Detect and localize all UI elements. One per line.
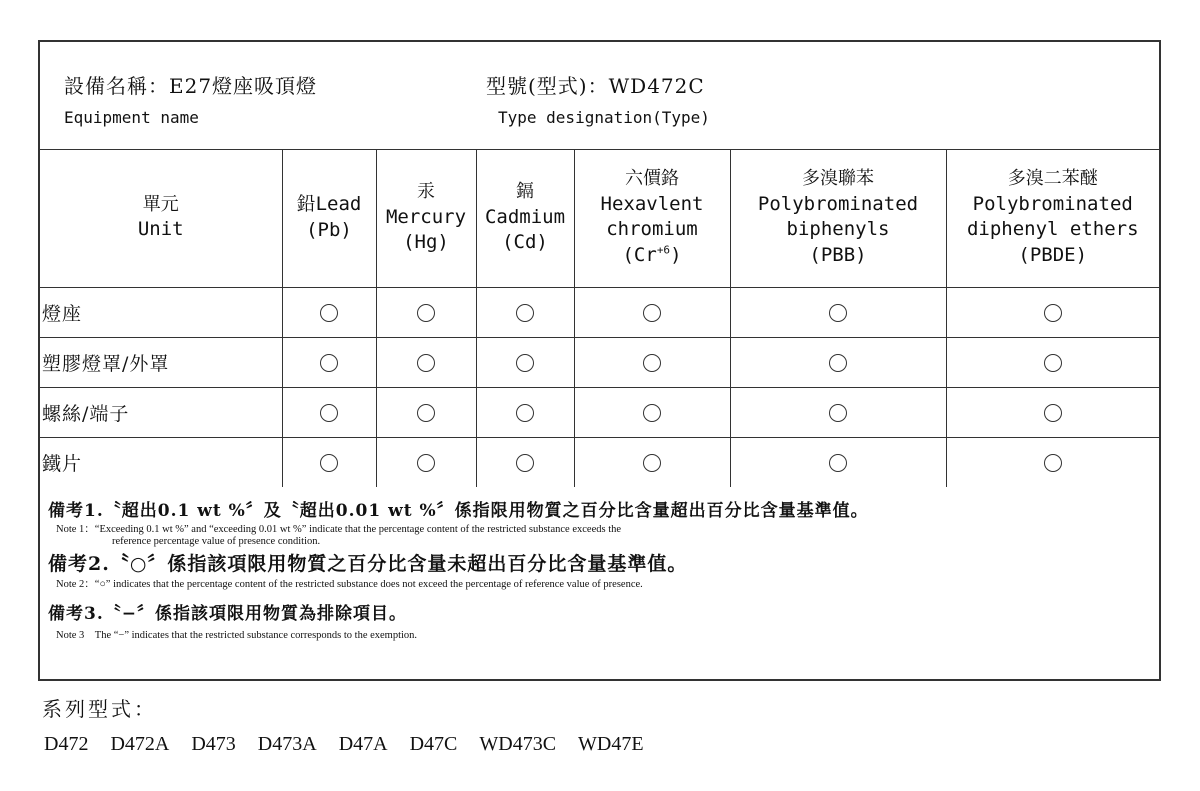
substance-cell	[376, 288, 476, 338]
compliant-circle-mark	[1044, 404, 1062, 422]
substance-cell	[574, 438, 730, 488]
unit-header	[40, 149, 282, 288]
type-designation-zh: 型號(型式)：WD472C	[486, 74, 705, 98]
mercury-header-zh: 汞	[417, 181, 435, 203]
series-model: D472	[44, 733, 89, 755]
series-models-list	[44, 733, 666, 756]
equipment-name-en: Equipment name	[64, 108, 199, 127]
pbb-header-symbol: (PBB)	[809, 243, 867, 266]
note1-en-line2: reference percentage value of presence condition.	[112, 536, 321, 547]
note3-en: Note 3 The “−” indicates that the restricted substance corresponds to the exemption.	[56, 630, 418, 641]
table-row	[40, 388, 1159, 438]
pbb-header	[730, 149, 946, 288]
compliant-circle-mark	[643, 304, 661, 322]
substance-cell	[574, 388, 730, 438]
substance-cell	[476, 338, 574, 388]
pbde-header-en1: Polybrominated	[972, 192, 1133, 215]
chromium-header-en1: Hexavlent	[600, 192, 704, 215]
compliant-circle-mark	[417, 304, 435, 322]
chromium-header-zh: 六價鉻	[625, 168, 679, 190]
lead-header-name: 鉛Lead	[296, 193, 362, 216]
substance-cell	[574, 288, 730, 338]
compliant-circle-mark	[320, 404, 338, 422]
table-row	[40, 288, 1159, 338]
series-model: D473	[191, 733, 236, 755]
hexavalent-chromium-header	[574, 149, 730, 288]
table-body	[40, 288, 1159, 488]
note1-en-line1: Note 1：“Exceeding 0.1 wt %” and “exceeding 0.01 wt %” indicate that the percentage content of the restricted substance exceeds the	[56, 524, 622, 535]
compliant-circle-mark	[829, 404, 847, 422]
note1-zh: 備考1.〝超出0.1 wt %〞及〝超出0.01 wt %〞係指限用物質之百分比含量超出百分比含量基準值。	[48, 501, 869, 521]
substance-cell	[730, 338, 946, 388]
series-model: D473A	[257, 733, 317, 755]
substance-cell	[282, 388, 376, 438]
substance-cell	[376, 438, 476, 488]
pbb-header-en1: Polybrominated	[757, 192, 919, 215]
pbde-header-zh: 多溴二苯醚	[1007, 168, 1098, 190]
chromium-header-en2: chromium	[606, 218, 698, 241]
substance-cell	[946, 388, 1159, 438]
note2-zh: 備考2.〝○〞係指該項限用物質之百分比含量未超出百分比含量基準值。	[48, 553, 688, 575]
compliant-circle-mark	[829, 354, 847, 372]
substance-cell	[946, 288, 1159, 338]
compliant-circle-mark	[516, 404, 534, 422]
compliant-circle-mark	[516, 304, 534, 322]
compliant-circle-mark	[320, 454, 338, 472]
restricted-substances-table	[40, 149, 1159, 487]
unit-header-en: Unit	[137, 218, 184, 241]
compliant-circle-mark	[643, 354, 661, 372]
equipment-name-zh: 設備名稱：E27燈座吸頂燈	[64, 74, 318, 98]
substance-cell	[282, 438, 376, 488]
substance-cell	[476, 388, 574, 438]
compliant-circle-mark	[417, 454, 435, 472]
substance-cell	[946, 438, 1159, 488]
table-row	[40, 338, 1159, 388]
notes-section	[48, 496, 1148, 642]
unit-header-zh: 單元	[142, 194, 179, 216]
compliant-circle-mark	[417, 354, 435, 372]
substance-cell	[282, 338, 376, 388]
substance-cell	[574, 338, 730, 388]
lead-header	[282, 149, 376, 288]
cadmium-header-en: Cadmium	[484, 205, 566, 228]
rohs-declaration-card	[38, 40, 1161, 681]
substance-cell	[730, 288, 946, 338]
compliant-circle-mark	[320, 354, 338, 372]
pbb-header-en2: biphenyls	[786, 218, 890, 241]
mercury-header-en: Mercury	[385, 205, 467, 228]
lead-header-symbol: (Pb)	[306, 219, 352, 241]
table-row	[40, 438, 1159, 488]
compliant-circle-mark	[829, 454, 847, 472]
mercury-header	[376, 149, 476, 288]
series-model: D472A	[110, 733, 170, 755]
substance-cell	[282, 288, 376, 338]
mercury-header-symbol: (Hg)	[403, 231, 449, 254]
series-model: D47A	[338, 733, 388, 755]
substance-cell	[946, 338, 1159, 388]
compliant-circle-mark	[516, 454, 534, 472]
equipment-header	[40, 42, 1159, 150]
series-model: WD473C	[479, 733, 557, 755]
cadmium-header-symbol: (Cd)	[502, 231, 548, 254]
compliant-circle-mark	[829, 304, 847, 322]
series-model: D47C	[409, 733, 458, 755]
substance-cell	[376, 338, 476, 388]
compliant-circle-mark	[516, 354, 534, 372]
type-designation-en: Type designation(Type)	[498, 108, 710, 127]
compliant-circle-mark	[1044, 454, 1062, 472]
substance-cell	[376, 388, 476, 438]
compliant-circle-mark	[643, 404, 661, 422]
compliant-circle-mark	[1044, 354, 1062, 372]
pbb-header-zh: 多溴聯苯	[802, 168, 874, 190]
compliant-circle-mark	[1044, 304, 1062, 322]
part-name: 螺絲/端子	[40, 388, 282, 438]
compliant-circle-mark	[320, 304, 338, 322]
cadmium-header	[476, 149, 574, 288]
part-name: 燈座	[40, 288, 282, 338]
series-models-label: 系列型式：	[42, 697, 157, 721]
substance-cell	[730, 388, 946, 438]
note2-en: Note 2：“○” indicates that the percentage content of the restricted substance does not exceed the percentage of reference value of presence.	[56, 579, 643, 590]
pbde-header-symbol: (PBDE)	[1018, 243, 1088, 266]
substance-cell	[476, 438, 574, 488]
cadmium-header-zh: 鎘	[516, 181, 534, 203]
part-name: 鐵片	[40, 438, 282, 488]
chromium-header-symbol: $(Cr^{+6})$	[622, 243, 682, 266]
substance-cell	[730, 438, 946, 488]
compliant-circle-mark	[417, 404, 435, 422]
note3-zh: 備考3.〝−〞係指該項限用物質為排除項目。	[48, 604, 407, 624]
part-name: 塑膠燈罩/外罩	[40, 338, 282, 388]
pbde-header	[946, 149, 1159, 288]
compliant-circle-mark	[643, 454, 661, 472]
series-model: WD47E	[578, 733, 644, 755]
substance-cell	[476, 288, 574, 338]
pbde-header-en2: diphenyl ethers	[966, 218, 1139, 241]
